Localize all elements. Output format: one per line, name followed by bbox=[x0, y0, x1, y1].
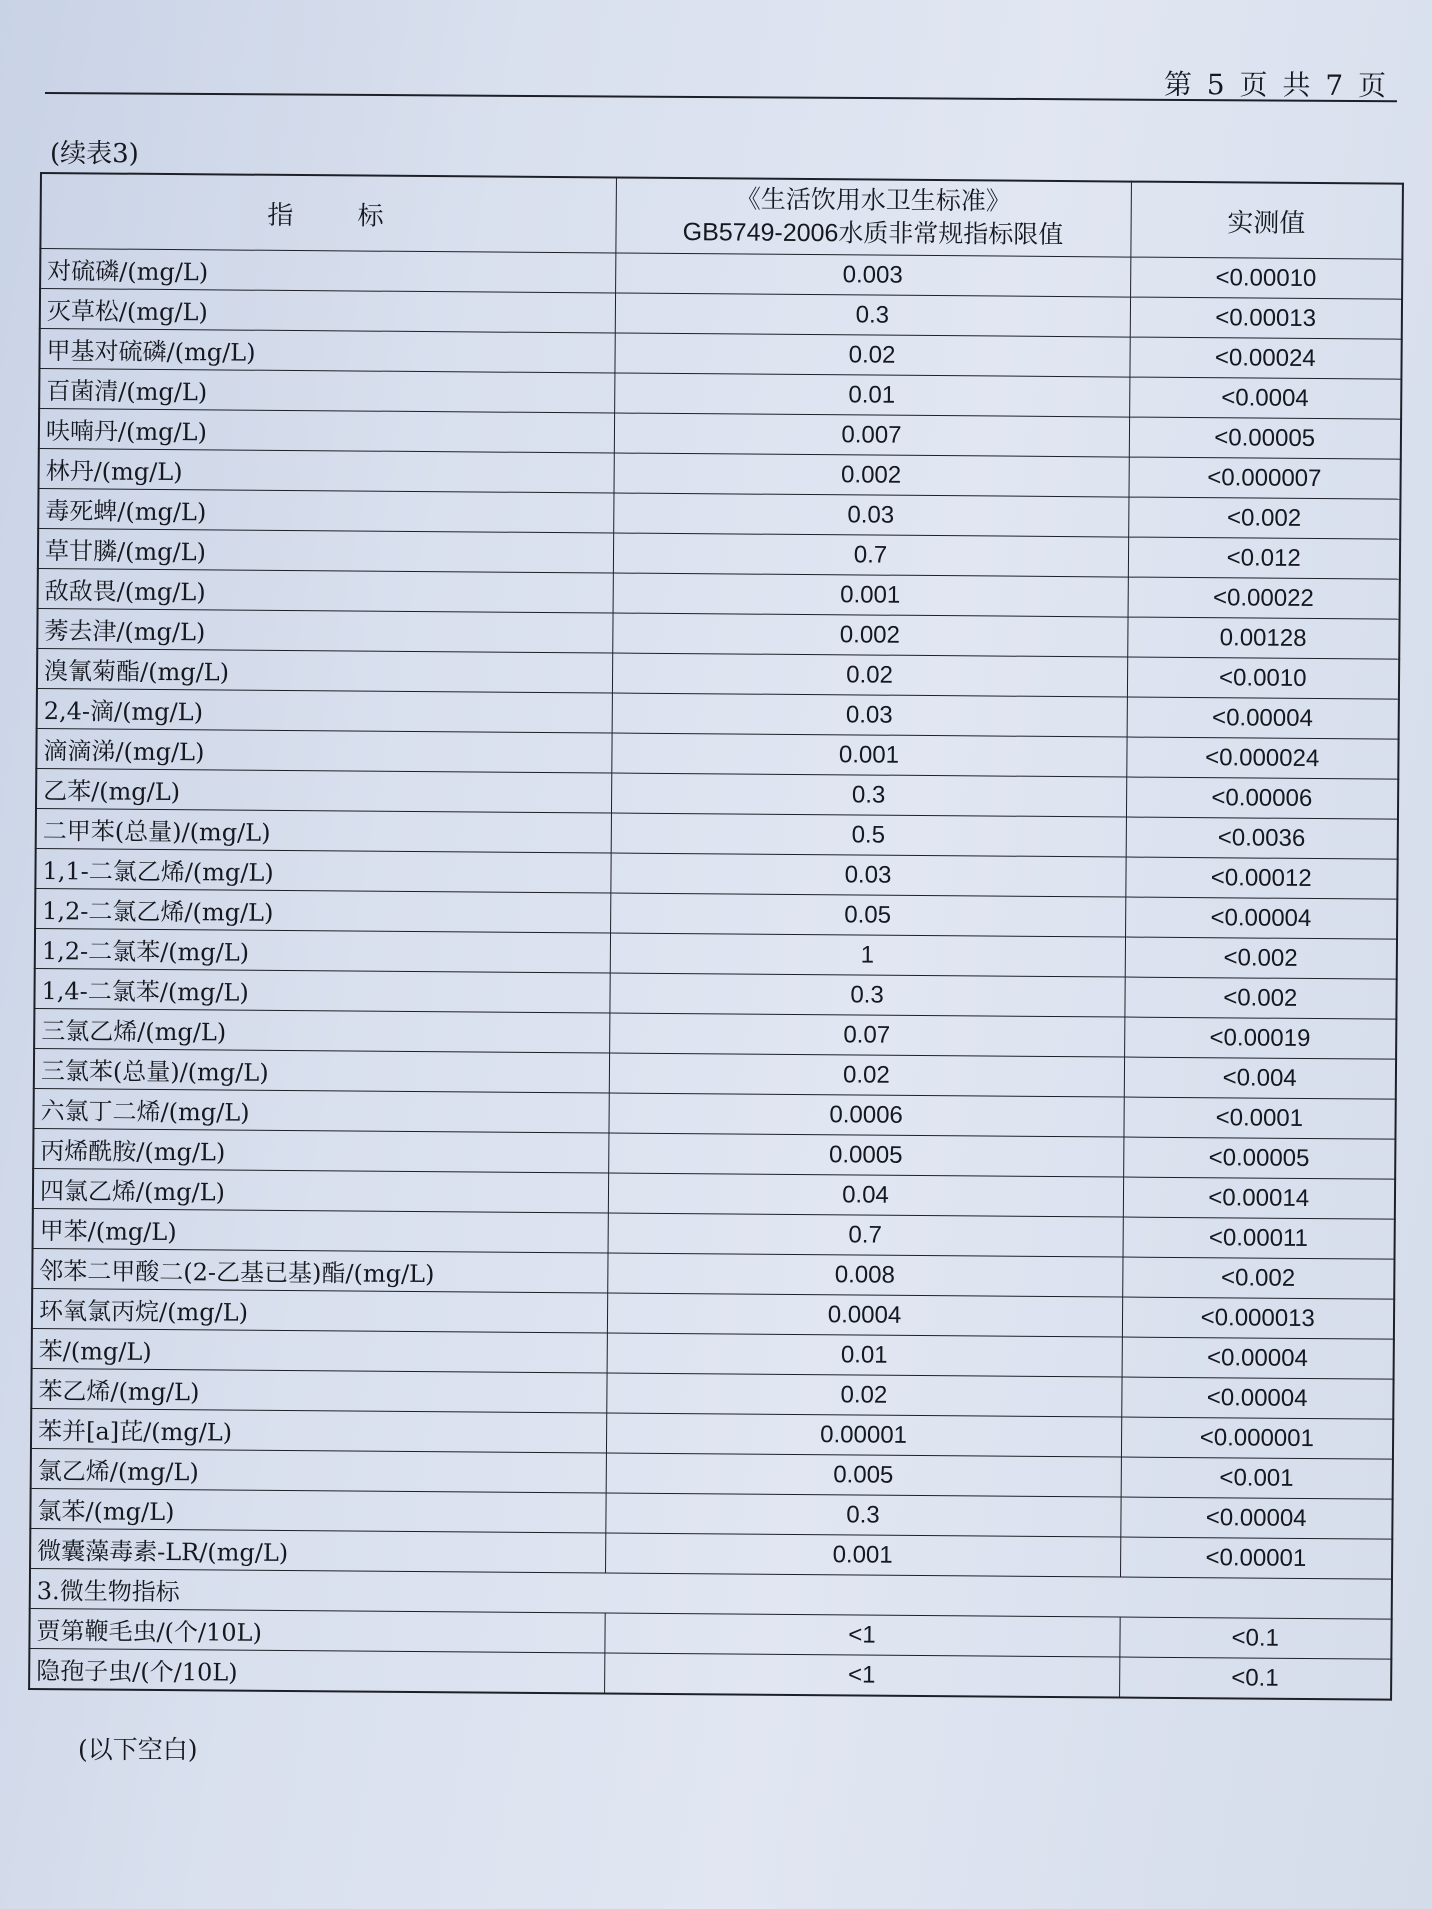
limit-value-cell: 0.001 bbox=[611, 733, 1126, 777]
indicator-name-cell: 甲基对硫磷/(mg/L) bbox=[39, 329, 614, 374]
measured-value-cell: <0.00013 bbox=[1130, 297, 1402, 339]
measured-value-cell: <0.000001 bbox=[1121, 1417, 1393, 1459]
measured-value-cell: <0.00004 bbox=[1122, 1337, 1394, 1379]
limit-value-cell: 0.03 bbox=[610, 853, 1125, 897]
limit-value-cell: 0.02 bbox=[612, 653, 1127, 697]
footer-note: (以下空白) bbox=[78, 1735, 198, 1764]
measured-value-cell: <0.1 bbox=[1119, 1617, 1391, 1659]
indicator-name-cell: 六氯丁二烯/(mg/L) bbox=[33, 1088, 608, 1133]
indicator-name-cell: 丙烯酰胺/(mg/L) bbox=[33, 1128, 608, 1173]
indicator-name-cell: 对硫磷/(mg/L) bbox=[40, 249, 615, 294]
measured-value-cell: <0.00012 bbox=[1125, 857, 1397, 899]
measured-value-cell: <0.000007 bbox=[1128, 457, 1400, 499]
measured-value-cell: <0.0036 bbox=[1126, 817, 1398, 859]
limit-value-cell: 0.02 bbox=[609, 1053, 1124, 1097]
measured-value-cell: <0.002 bbox=[1124, 977, 1396, 1019]
indicator-name-cell: 四氯乙烯/(mg/L) bbox=[33, 1168, 608, 1213]
indicator-name-cell: 2,4-滴/(mg/L) bbox=[37, 688, 612, 733]
indicator-name-cell: 苯/(mg/L) bbox=[32, 1328, 607, 1373]
measured-value-cell: <0.00004 bbox=[1125, 897, 1397, 939]
limit-value-cell: 0.002 bbox=[612, 613, 1127, 657]
section-title-microbial: 3.微生物指标 bbox=[30, 1568, 1392, 1619]
measured-value-cell: <0.00004 bbox=[1121, 1377, 1393, 1419]
measured-value-cell: <0.002 bbox=[1128, 497, 1400, 539]
limit-value-cell: 0.3 bbox=[609, 973, 1124, 1017]
measured-value-cell: <0.0001 bbox=[1123, 1097, 1395, 1139]
measured-value-cell: <0.00011 bbox=[1123, 1217, 1395, 1259]
indicator-name-cell: 乙苯/(mg/L) bbox=[36, 768, 611, 813]
indicator-name-cell: 氯苯/(mg/L) bbox=[30, 1488, 605, 1533]
indicator-name-cell: 1,1-二氯乙烯/(mg/L) bbox=[35, 848, 610, 893]
results-table-wrapper bbox=[28, 172, 1402, 1701]
limit-value-cell: 0.07 bbox=[609, 1013, 1124, 1057]
limit-value-cell: 0.3 bbox=[615, 293, 1130, 337]
page-number: 第 5 页 共 7 页 bbox=[1163, 67, 1390, 103]
limit-value-cell: 0.0006 bbox=[608, 1093, 1123, 1137]
limit-value-cell: 0.02 bbox=[606, 1373, 1121, 1417]
limit-value-cell: 0.05 bbox=[610, 893, 1125, 937]
measured-value-cell: <0.004 bbox=[1124, 1057, 1396, 1099]
indicator-name-cell: 1,2-二氯乙烯/(mg/L) bbox=[35, 888, 610, 933]
indicator-name-cell: 三氯苯(总量)/(mg/L) bbox=[34, 1048, 609, 1093]
indicator-name-cell: 隐孢子虫/(个/10L) bbox=[29, 1648, 604, 1693]
indicator-name-cell: 贾第鞭毛虫/(个/10L) bbox=[29, 1608, 604, 1653]
limit-value-cell: 0.008 bbox=[607, 1253, 1122, 1297]
limit-value-cell: 0.003 bbox=[615, 253, 1130, 297]
limit-value-cell: 0.001 bbox=[613, 573, 1128, 617]
indicator-name-cell: 草甘膦/(mg/L) bbox=[38, 528, 613, 573]
limit-value-cell: <1 bbox=[604, 1613, 1119, 1657]
continued-table-label: (续表3) bbox=[50, 139, 139, 169]
measured-value-cell: <0.00019 bbox=[1124, 1017, 1396, 1059]
limit-value-cell: 0.03 bbox=[613, 493, 1128, 537]
indicator-name-cell: 溴氰菊酯/(mg/L) bbox=[37, 648, 612, 693]
indicator-name-cell: 微囊藻毒素-LR/(mg/L) bbox=[30, 1528, 605, 1573]
limit-value-cell: 0.01 bbox=[607, 1333, 1122, 1377]
measured-value-cell: <0.012 bbox=[1128, 537, 1400, 579]
limit-value-cell: 0.3 bbox=[605, 1493, 1120, 1537]
measured-value-cell: <0.00022 bbox=[1128, 577, 1400, 619]
limit-value-cell: 0.005 bbox=[606, 1453, 1121, 1497]
indicator-name-cell: 敌敌畏/(mg/L) bbox=[38, 568, 613, 613]
measured-value-cell: <0.00004 bbox=[1120, 1497, 1392, 1539]
measured-value-cell: <0.00024 bbox=[1129, 337, 1401, 379]
limit-value-cell: 0.00001 bbox=[606, 1413, 1121, 1457]
measured-value-cell: <0.00005 bbox=[1123, 1137, 1395, 1179]
table-header-row bbox=[40, 173, 1403, 259]
standard-subtitle: GB5749-2006水质非常规指标限值 bbox=[682, 218, 1064, 250]
results-table bbox=[28, 172, 1404, 1701]
measured-value-cell: <0.000013 bbox=[1122, 1297, 1394, 1339]
indicator-name-cell: 1,4-二氯苯/(mg/L) bbox=[34, 968, 609, 1013]
indicator-name-cell: 灭草松/(mg/L) bbox=[40, 289, 615, 334]
measured-value-cell: <0.00005 bbox=[1129, 417, 1401, 459]
limit-value-cell: 0.03 bbox=[612, 693, 1127, 737]
measured-value-cell: <0.002 bbox=[1122, 1257, 1394, 1299]
indicator-name-cell: 三氯乙烯/(mg/L) bbox=[34, 1008, 609, 1053]
indicator-name-cell: 毒死蜱/(mg/L) bbox=[38, 488, 613, 533]
limit-value-cell: 0.01 bbox=[614, 373, 1129, 417]
indicator-name-cell: 氯乙烯/(mg/L) bbox=[31, 1448, 606, 1493]
measured-value-cell: <0.00004 bbox=[1127, 697, 1399, 739]
standard-title: 《生活饮用水卫生标准》 bbox=[735, 185, 1011, 216]
column-header-indicator: 指 标 bbox=[40, 173, 616, 253]
indicator-name-cell: 苯并[a]芘/(mg/L) bbox=[31, 1408, 606, 1453]
indicator-name-cell: 1,2-二氯苯/(mg/L) bbox=[35, 928, 610, 973]
measured-value-cell: <0.002 bbox=[1125, 937, 1397, 979]
measured-value-cell: <0.00014 bbox=[1123, 1177, 1395, 1219]
indicator-name-cell: 呋喃丹/(mg/L) bbox=[39, 409, 614, 454]
measured-value-cell: <0.0010 bbox=[1127, 657, 1399, 699]
measured-value-cell: <0.00010 bbox=[1130, 257, 1402, 299]
indicator-name-cell: 莠去津/(mg/L) bbox=[37, 608, 612, 653]
limit-value-cell: 0.007 bbox=[614, 413, 1129, 457]
limit-value-cell: 1 bbox=[610, 933, 1125, 977]
table-body bbox=[29, 249, 1402, 1700]
limit-value-cell: 0.02 bbox=[614, 333, 1129, 377]
limit-value-cell: 0.0004 bbox=[607, 1293, 1122, 1337]
indicator-name-cell: 林丹/(mg/L) bbox=[39, 448, 614, 493]
measured-value-cell: <0.00001 bbox=[1120, 1537, 1392, 1579]
indicator-name-cell: 邻苯二甲酸二(2-乙基已基)酯/(mg/L) bbox=[32, 1248, 607, 1293]
indicator-name-cell: 苯乙烯/(mg/L) bbox=[31, 1368, 606, 1413]
measured-value-cell: <0.1 bbox=[1119, 1657, 1391, 1700]
indicator-name-cell: 百菌清/(mg/L) bbox=[39, 369, 614, 414]
limit-value-cell: 0.3 bbox=[611, 773, 1126, 817]
measured-value-cell: 0.00128 bbox=[1127, 617, 1399, 659]
indicator-name-cell: 滴滴涕/(mg/L) bbox=[36, 728, 611, 773]
measured-value-cell: <0.00006 bbox=[1126, 777, 1398, 819]
measured-value-cell: <0.000024 bbox=[1126, 737, 1398, 779]
column-header-measured: 实测值 bbox=[1130, 182, 1403, 260]
limit-value-cell: 0.002 bbox=[613, 453, 1128, 497]
limit-value-cell: 0.7 bbox=[613, 533, 1128, 577]
limit-value-cell: 0.001 bbox=[605, 1533, 1120, 1577]
limit-value-cell: 0.5 bbox=[611, 813, 1126, 857]
indicator-name-cell: 二甲苯(总量)/(mg/L) bbox=[36, 808, 611, 853]
indicator-name-cell: 甲苯/(mg/L) bbox=[33, 1208, 608, 1253]
page-header bbox=[45, 52, 1397, 102]
limit-value-cell: 0.04 bbox=[608, 1173, 1123, 1217]
indicator-name-cell: 环氧氯丙烷/(mg/L) bbox=[32, 1288, 607, 1333]
limit-value-cell: 0.7 bbox=[608, 1213, 1123, 1257]
limit-value-cell: 0.0005 bbox=[608, 1133, 1123, 1177]
measured-value-cell: <0.001 bbox=[1121, 1457, 1393, 1499]
column-header-standard bbox=[615, 178, 1131, 258]
limit-value-cell: <1 bbox=[604, 1653, 1119, 1698]
measured-value-cell: <0.0004 bbox=[1129, 377, 1401, 419]
